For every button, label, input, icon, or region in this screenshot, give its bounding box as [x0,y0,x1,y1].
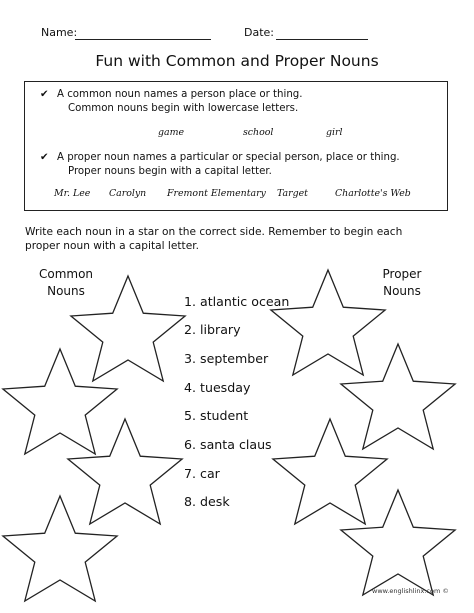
noun-item-3: 3. september [184,351,269,366]
date-label: Date: [244,26,274,39]
common-heading-line2: Nouns [47,284,85,298]
instructions-line1: Write each noun in a star on the correct side. Remember to begin each [25,226,403,238]
instructions-line2: proper noun with a capital letter. [25,240,199,252]
proper-example: Fremont Elementary [167,188,266,199]
common-example: girl [326,127,343,138]
noun-item-6: 6. santa claus [184,437,272,452]
proper-heading-line2: Nouns [383,284,421,298]
proper-example: Carolyn [109,188,147,199]
checkmark-icon: ✔ [40,152,49,163]
noun-item-8: 8. desk [184,494,230,509]
proper-rule-line2: Proper nouns begin with a capital letter. [68,166,272,177]
noun-item-2: 2. library [184,322,241,337]
noun-item-1: 1. atlantic ocean [184,294,290,309]
proper-star-1[interactable] [271,270,385,375]
name-label: Name: [41,26,78,39]
footer-credit: www.englishlinx.com © [372,587,449,595]
common-star-1[interactable] [71,276,185,381]
proper-heading-line1: Proper [382,267,422,281]
noun-item-7: 7. car [184,466,220,481]
common-example: school [243,127,274,138]
proper-example: Charlotte's Web [335,188,411,199]
worksheet-title: Fun with Common and Proper Nouns [95,52,379,70]
proper-example: Mr. Lee [54,188,91,199]
common-rule-line1: A common noun names a person place or thing. [57,89,303,100]
common-heading-line1: Common [38,267,94,281]
noun-item-4: 4. tuesday [184,380,251,395]
proper-rule-line1: A proper noun names a particular or special person, place or thing. [57,152,400,163]
checkmark-icon: ✔ [40,89,49,100]
common-rule-line2: Common nouns begin with lowercase letters. [68,103,299,114]
common-example: game [158,127,185,138]
proper-example: Target [277,188,308,199]
noun-item-5: 5. student [184,408,249,423]
